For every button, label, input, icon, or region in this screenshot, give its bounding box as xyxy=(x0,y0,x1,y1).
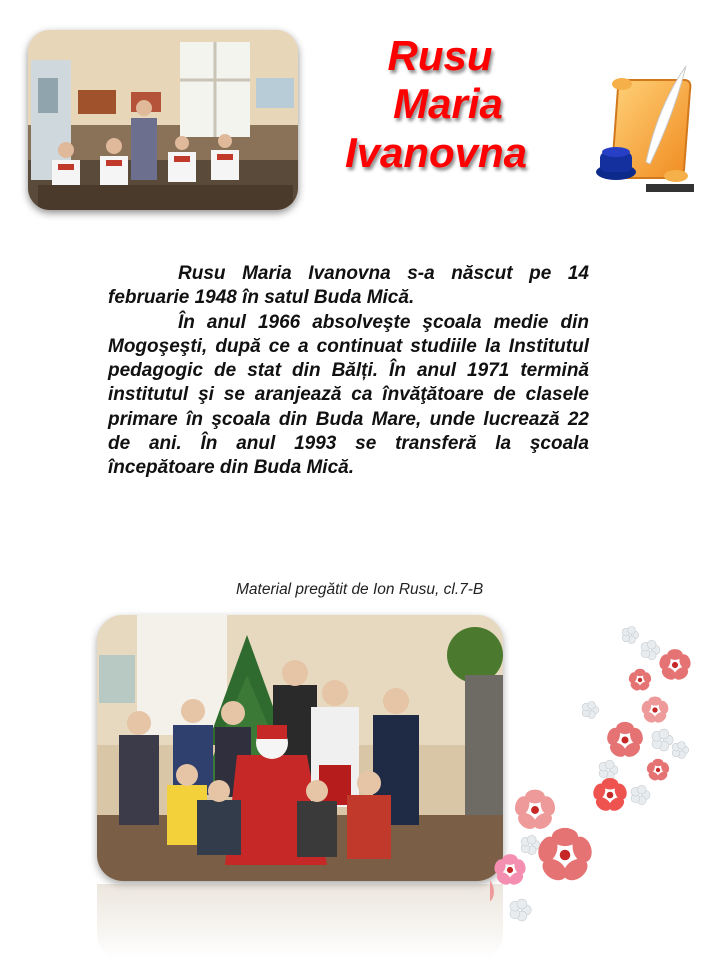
flower-petal xyxy=(637,785,646,794)
flower-center xyxy=(621,736,628,743)
flower-center xyxy=(507,867,513,873)
flower-petal xyxy=(647,640,656,649)
quill-scroll-icon xyxy=(588,66,698,194)
flower-petal xyxy=(678,741,686,749)
flower-center xyxy=(652,707,657,712)
flower-center xyxy=(672,662,678,668)
flower-petal xyxy=(517,899,527,909)
bio-paragraph-1: Rusu Maria Ivanovna s-a născut pe 14 februarie 1948 în satul Buda Mică. xyxy=(108,263,589,309)
flower-center xyxy=(560,850,571,861)
bio-paragraph-2: În anul 1966 absolveşte şcoala medie din Mogoşeşti, după ce a continuat studiile la Institutul pedagogic de stat din Bălți. În anul 1971 termină institutul şi se aranjează ca învăţătoare de clasele primare în şcoala din Buda Mare, unde lucrează 22 de ani. În anul 1993 se transferă la şcoala începătoare din Buda Mică. xyxy=(108,311,589,479)
biography-text xyxy=(108,262,589,481)
flower-petal xyxy=(588,701,596,709)
title-line-1: Rusu xyxy=(387,32,493,79)
title-line-3: Ivanovna xyxy=(344,128,528,176)
flower-petal xyxy=(628,626,636,634)
christmas-group-photo xyxy=(97,615,503,881)
title-line-2: Maria xyxy=(393,80,503,128)
classroom-photo xyxy=(28,30,298,210)
page-title xyxy=(330,32,550,177)
flower-petal xyxy=(659,729,669,739)
flower-center xyxy=(607,792,614,799)
flower-center xyxy=(531,806,539,814)
flower-petal xyxy=(605,760,614,769)
flower-petal xyxy=(527,835,536,844)
credit-line: Material pregătit de Ion Rusu, cl.7-B xyxy=(236,581,484,598)
flower-center xyxy=(638,678,642,682)
flower-center xyxy=(656,768,660,772)
flower-petal xyxy=(490,872,497,905)
pink-flowers-decoration xyxy=(490,610,720,960)
photo-reflection xyxy=(97,884,503,960)
